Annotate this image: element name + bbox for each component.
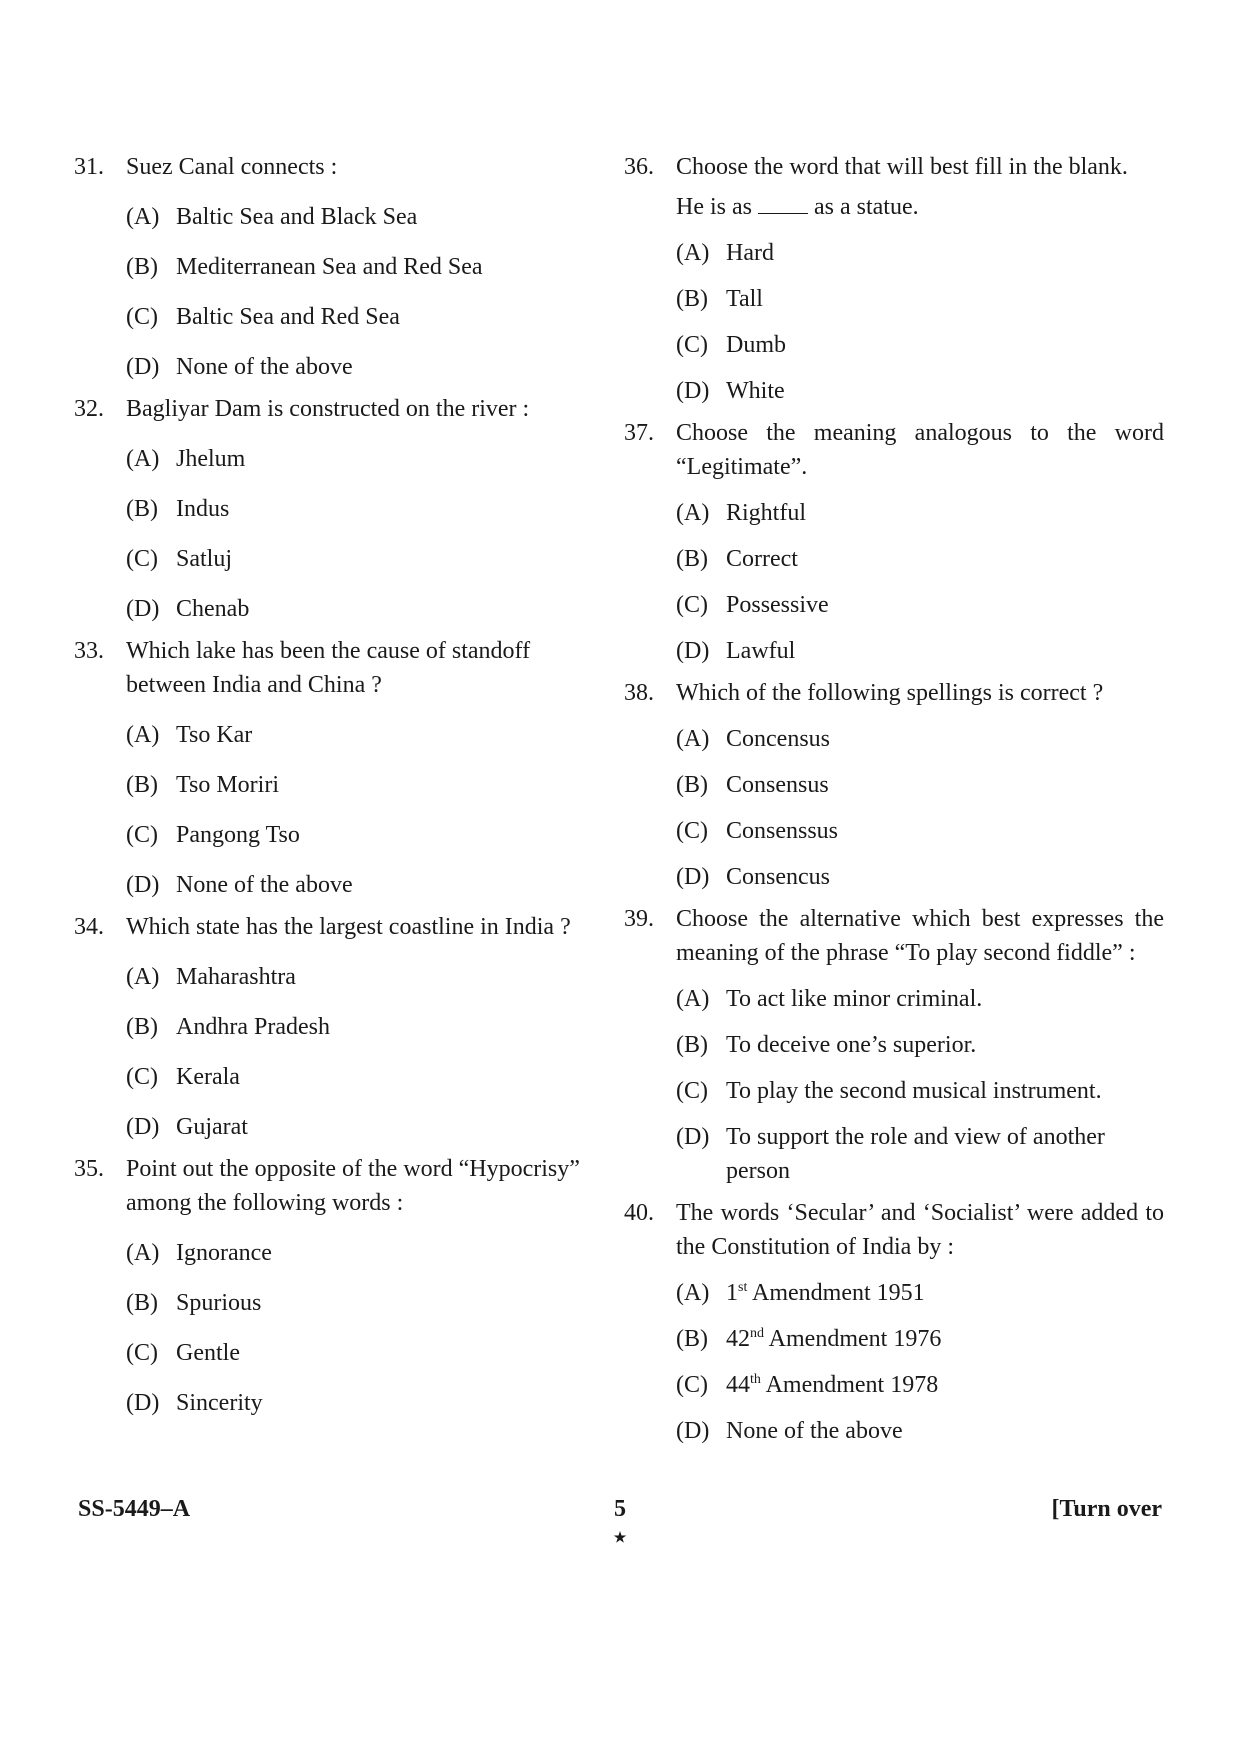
question-34 (74, 910, 614, 1144)
option-label: (D) (126, 1390, 160, 1416)
option-d (126, 592, 614, 626)
option-c (676, 328, 1164, 362)
option-text: Amendment 1978 (760, 1372, 939, 1398)
option-d (126, 1110, 614, 1144)
option-d (676, 1414, 1164, 1448)
option-d (676, 374, 1164, 408)
option-text: Chenab (176, 596, 250, 622)
question-text: Bagliyar Dam is constructed on the river : (126, 396, 530, 422)
option-d (676, 860, 1164, 894)
option-text: Baltic Sea and Red Sea (176, 304, 400, 330)
question-number: 37. (624, 420, 654, 446)
option-text: Mediterranean Sea and Red Sea (176, 254, 483, 280)
blank-line (758, 193, 808, 214)
option-label: (A) (676, 986, 710, 1012)
option-text: Maharashtra (176, 964, 296, 990)
option-text: White (726, 378, 785, 404)
question-text: Which of the following spellings is correct ? (676, 680, 1104, 706)
option-text: Kerala (176, 1064, 240, 1090)
question-number: 39. (624, 906, 654, 932)
ordinal-suffix: st (738, 1280, 748, 1295)
option-text: To deceive one’s superior. (726, 1032, 977, 1058)
option-c (676, 1074, 1164, 1108)
option-c (126, 542, 614, 576)
option-b (126, 1286, 614, 1320)
option-d (676, 1120, 1164, 1188)
star-icon: ★ (613, 1531, 627, 1546)
question-32 (74, 392, 614, 626)
option-label: (B) (126, 1014, 158, 1040)
option-text: Indus (176, 496, 230, 522)
option-label: (B) (676, 286, 708, 312)
option-text: Correct (726, 546, 798, 572)
question-number: 40. (624, 1200, 654, 1226)
option-label: (D) (126, 596, 160, 622)
question-text: The words ‘Secular’ and ‘Socialist’ were added to the Constitution of India by : (676, 1200, 1164, 1260)
option-a (676, 982, 1164, 1016)
option-label: (C) (126, 546, 158, 572)
option-label: (C) (126, 1064, 158, 1090)
option-label: (C) (676, 818, 708, 844)
option-label: (B) (126, 496, 158, 522)
option-label: (C) (676, 592, 708, 618)
option-number: 1 (726, 1280, 738, 1306)
question-number: 34. (74, 914, 104, 940)
option-label: (A) (126, 446, 160, 472)
option-text: Amendment 1976 (764, 1326, 942, 1352)
option-text: Consencus (726, 864, 830, 890)
option-a (126, 1236, 614, 1270)
question-text: Which state has the largest coastline in India ? (126, 914, 571, 940)
question-35 (74, 1152, 614, 1420)
option-label: (B) (676, 1032, 708, 1058)
page-number: 5 (614, 1496, 626, 1522)
option-c (676, 1368, 1164, 1402)
option-b (126, 250, 614, 284)
option-label: (D) (676, 864, 710, 890)
option-label: (A) (126, 722, 160, 748)
option-text: Lawful (726, 638, 796, 664)
question-text: Suez Canal connects : (126, 154, 338, 180)
question-37 (624, 416, 1164, 668)
turn-over-label: [Turn over (1051, 1496, 1162, 1522)
option-text: Concensus (726, 726, 830, 752)
question-31 (74, 150, 614, 384)
option-text: Possessive (726, 592, 829, 618)
option-a (676, 722, 1164, 756)
question-33 (74, 634, 614, 902)
option-c (126, 1336, 614, 1370)
option-text: Rightful (726, 500, 807, 526)
option-text: Amendment 1951 (747, 1280, 925, 1306)
option-text: Consensus (726, 772, 829, 798)
option-a (126, 442, 614, 476)
option-text: Ignorance (176, 1240, 272, 1266)
option-number: 44 (726, 1372, 750, 1398)
option-a (676, 496, 1164, 530)
ordinal-suffix: th (750, 1372, 761, 1387)
option-text: Satluj (176, 546, 233, 572)
option-c (126, 300, 614, 334)
question-number: 38. (624, 680, 654, 706)
option-label: (B) (126, 254, 158, 280)
question-text: Point out the opposite of the word “Hypocrisy” among the following words : (126, 1156, 580, 1216)
option-label: (D) (676, 1124, 710, 1150)
option-b (676, 768, 1164, 802)
option-label: (A) (676, 1280, 710, 1306)
option-label: (D) (676, 638, 710, 664)
option-d (126, 350, 614, 384)
option-label: (A) (676, 726, 710, 752)
option-label: (D) (126, 354, 160, 380)
option-label: (C) (676, 332, 708, 358)
option-text: Jhelum (176, 446, 246, 472)
option-label: (D) (126, 872, 160, 898)
question-38 (624, 676, 1164, 894)
fill-in-sentence (676, 190, 1164, 224)
option-text: Sincerity (176, 1390, 263, 1416)
option-label: (D) (676, 378, 710, 404)
option-label: (B) (126, 772, 158, 798)
option-b (126, 1010, 614, 1044)
option-label: (B) (126, 1290, 158, 1316)
option-a (126, 200, 614, 234)
option-label: (C) (676, 1372, 708, 1398)
option-text: Andhra Pradesh (176, 1014, 330, 1040)
option-text: Spurious (176, 1290, 262, 1316)
option-label: (C) (126, 304, 158, 330)
question-40 (624, 1196, 1164, 1448)
left-column (74, 150, 614, 1420)
question-text: Choose the meaning analogous to the word “Legitimate”. (676, 420, 1164, 480)
option-text: None of the above (726, 1418, 903, 1444)
option-c (126, 818, 614, 852)
ordinal-suffix: nd (750, 1326, 764, 1341)
option-label: (C) (126, 1340, 158, 1366)
question-number: 36. (624, 154, 654, 180)
option-a (126, 960, 614, 994)
option-text: Consenssus (726, 818, 839, 844)
option-text: Tso Kar (176, 722, 253, 748)
question-text: Choose the alternative which best expresses the meaning of the phrase “To play second fiddle” : (676, 906, 1164, 966)
option-label: (A) (126, 204, 160, 230)
option-d (126, 1386, 614, 1420)
option-label: (A) (676, 240, 710, 266)
option-c (676, 588, 1164, 622)
option-a (676, 236, 1164, 270)
option-c (676, 814, 1164, 848)
question-number: 32. (74, 396, 104, 422)
option-text: None of the above (176, 354, 353, 380)
option-label: (A) (126, 964, 160, 990)
option-text: None of the above (176, 872, 353, 898)
question-text: Choose the word that will best fill in the blank. (676, 154, 1128, 180)
booklet-code: SS-5449–A (78, 1496, 191, 1522)
option-b (126, 768, 614, 802)
option-text: Baltic Sea and Black Sea (176, 204, 418, 230)
option-text: Tall (726, 286, 763, 312)
option-label: (D) (676, 1418, 710, 1444)
option-text: Hard (726, 240, 774, 266)
question-39 (624, 902, 1164, 1188)
option-d (126, 868, 614, 902)
option-label: (A) (676, 500, 710, 526)
option-a (676, 1276, 1164, 1310)
option-b (676, 282, 1164, 316)
option-text: To support the role and view of another person (726, 1124, 1105, 1184)
sentence-end: as a statue. (813, 194, 919, 220)
option-label: (C) (126, 822, 158, 848)
sentence-start: He is as (676, 194, 752, 220)
option-label: (A) (126, 1240, 160, 1266)
option-b (126, 492, 614, 526)
option-c (126, 1060, 614, 1094)
option-label: (B) (676, 772, 708, 798)
option-b (676, 542, 1164, 576)
option-a (126, 718, 614, 752)
option-b (676, 1028, 1164, 1062)
option-text: Dumb (726, 332, 786, 358)
option-text: To play the second musical instrument. (726, 1078, 1102, 1104)
option-d (676, 634, 1164, 668)
option-text: Tso Moriri (176, 772, 279, 798)
option-label: (B) (676, 1326, 708, 1352)
option-text: To act like minor criminal. (726, 986, 983, 1012)
option-number: 42 (726, 1326, 750, 1352)
question-number: 31. (74, 154, 104, 180)
option-label: (C) (676, 1078, 708, 1104)
option-label: (D) (126, 1114, 160, 1140)
question-text: Which lake has been the cause of standoff between India and China ? (126, 638, 531, 698)
right-column (624, 150, 1164, 1448)
option-text: Pangong Tso (176, 822, 300, 848)
question-36 (624, 150, 1164, 408)
question-number: 33. (74, 638, 104, 664)
option-text: Gentle (176, 1340, 240, 1366)
option-label: (B) (676, 546, 708, 572)
option-text: Gujarat (176, 1114, 248, 1140)
question-number: 35. (74, 1156, 104, 1182)
option-b (676, 1322, 1164, 1356)
